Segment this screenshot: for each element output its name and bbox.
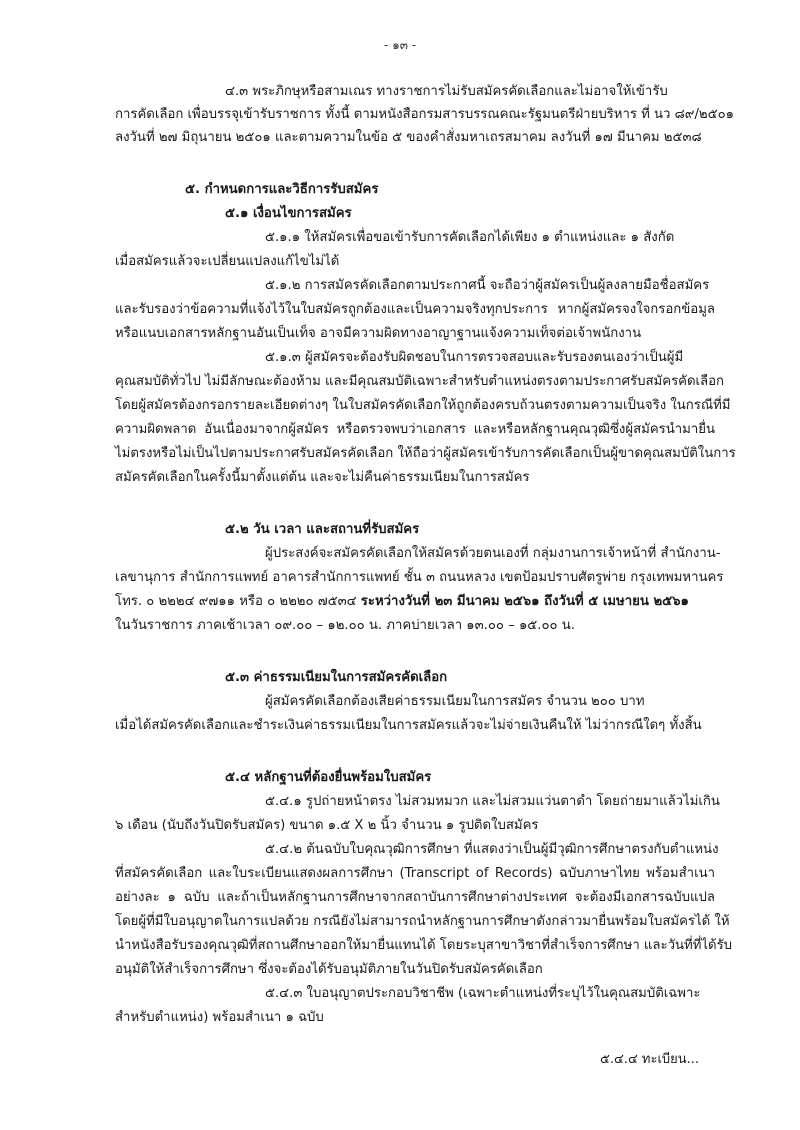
contact-phone-text: โทร. ๐ ๒๒๒๔ ๙๗๑๑ หรือ ๐ ๒๒๒๐ ๗๕๓๔ [115, 594, 361, 609]
section-5-1-3-line-2: คุณสมบัติทั่วไป ไม่มีลักษณะต้องห้าม และมีคุณสมบัติเฉพาะสำหรับตำแหน่งตรงตามประกาศรับสมัครคัดเลือก [115, 374, 725, 389]
section-5-4-1-line-2: ๖ เดือน (นับถึงวันปิดรับสมัคร) ขนาด ๑.๕ X ๒ นิ้ว จำนวน ๑ รูปติดใบสมัคร [115, 818, 539, 833]
section-5-2-line-1: ผู้ประสงค์จะสมัครคัดเลือกให้สมัครด้วยตนเองที่ กลุ่มงานการเจ้าหน้าที่ สำนักงาน- [265, 546, 721, 561]
section-5-3-line-1: ผู้สมัครคัดเลือกต้องเสียค่าธรรมเนียมในการสมัคร จำนวน ๒๐๐ บาท [265, 694, 645, 709]
section-5-2-line-3 [115, 592, 689, 614]
section-5-4-1-line-1: ๕.๔.๑ รูปถ่ายหน้าตรง ไม่สวมหมวก และไม่สวมแว่นตาดำ โดยถ่ายมาแล้วไม่เกิน [265, 794, 720, 809]
section-5-heading: ๕. กำหนดการและวิธีการรับสมัคร [185, 182, 379, 197]
section-5-1-3-line-6: สมัครคัดเลือกในครั้งนี้มาตั้งแต่ต้น และจะไม่คืนค่าธรรมเนียมในการสมัคร [115, 470, 530, 485]
continuation-marker: ๕.๔.๔ ทะเบียน... [600, 1052, 700, 1067]
section-5-1-1-line-2: เมื่อสมัครแล้วจะเปลี่ยนแปลงแก้ไขไม่ได้ [115, 254, 340, 269]
section-5-1-3-line-3: โดยผู้สมัครต้องกรอกรายละเอียดต่างๆ ในใบสมัครคัดเลือกให้ถูกต้องครบถ้วนตรงตามความเป็นจริง ในกรณีที่มี [115, 398, 731, 413]
section-5-4-2-line-5: นำหนังสือรับรองคุณวุฒิที่สถานศึกษาออกให้มายื่นแทนได้ โดยระบุสาขาวิชาที่สำเร็จการศึกษา และวันที่ที่ได้รับ [115, 938, 733, 953]
application-period-text: ระหว่างวันที่ ๒๓ มีนาคม ๒๕๖๑ ถึงวันที่ ๕ เมษายน ๒๕๖๑ [360, 594, 689, 609]
section-5-1-2-line-1: ๕.๑.๒ การสมัครคัดเลือกตามประกาศนี้ จะถือว่าผู้สมัครเป็นผู้ลงลายมือชื่อสมัคร [265, 278, 710, 293]
section-5-4-2-line-6: อนุมัติให้สำเร็จการศึกษา ซึ่งจะต้องได้รับอนุมัติภายในวันปิดรับสมัครคัดเลือก [115, 962, 543, 977]
section-4-3-line-3: ลงวันที่ ๒๗ มิถุนายน ๒๕๐๑ และตามความในข้อ ๕ ของคำสั่งมหาเถรสมาคม ลงวันที่ ๑๗ มีนาคม ๒๕๓๘ [115, 130, 702, 145]
section-5-1-3-line-4: ความผิดพลาด อันเนื่องมาจากผู้สมัคร หรือตรวจพบว่าเอกสาร และหรือหลักฐานคุณวุฒิซึ่งผู้สมัครนำมายื่น [115, 422, 715, 437]
section-5-1-1-line-1: ๕.๑.๑ ให้สมัครเพื่อขอเข้ารับการคัดเลือกได้เพียง ๑ ตำแหน่งและ ๑ สังกัด [265, 230, 675, 245]
section-5-1-3-line-1: ๕.๑.๓ ผู้สมัครจะต้องรับผิดชอบในการตรวจสอบและรับรองตนเองว่าเป็นผู้มี [265, 350, 684, 365]
section-5-2-heading: ๕.๒ วัน เวลา และสถานที่รับสมัคร [225, 522, 420, 537]
section-5-2-line-2: เลขานุการ สำนักการแพทย์ อาคารสำนักการแพทย์ ชั้น ๓ ถนนหลวง เขตป้อมปราบศัตรูพ่าย กรุงเทพมหานคร [115, 570, 724, 585]
section-5-4-2-line-1: ๕.๔.๒ ต้นฉบับใบคุณวุฒิการศึกษา ที่แสดงว่าเป็นผู้มีวุฒิการศึกษาตรงกับตำแหน่ง [265, 842, 719, 857]
section-5-3-line-2: เมื่อได้สมัครคัดเลือกและชำระเงินค่าธรรมเนียมในการสมัครแล้วจะไม่จ่ายเงินคืนให้ ไม่ว่ากรณีใดๆ ทั้งสิ้น [115, 718, 702, 733]
section-5-4-2-line-3: อย่างละ ๑ ฉบับ และถ้าเป็นหลักฐานการศึกษาจากสถาบันการศึกษาต่างประเทศ จะต้องมีเอกสารฉบับแปล [115, 890, 715, 905]
section-4-3-line-1: ๔.๓ พระภิกษุหรือสามเณร ทางราชการไม่รับสมัครคัดเลือกและไม่อาจให้เข้ารับ [225, 84, 668, 99]
section-5-3-heading: ๕.๓ ค่าธรรมเนียมในการสมัครคัดเลือก [225, 670, 448, 685]
section-5-1-3-line-5: ไม่ตรงหรือไม่เป็นไปตามประกาศรับสมัครคัดเลือก ให้ถือว่าผู้สมัครเข้ารับการคัดเลือกเป็นผู้ขาดคุณสมบัติในการ [115, 446, 736, 461]
section-4-3-line-2: การคัดเลือก เพื่อบรรจุเข้ารับราชการ ทั้งนี้ ตามหนังสือกรมสารบรรณคณะรัฐมนตรีฝ่ายบริหาร ที่ นว ๘๙/๒๕๐๑ [115, 107, 735, 122]
section-5-1-heading: ๕.๑ เงื่อนไขการสมัคร [225, 206, 352, 221]
section-5-4-heading: ๕.๔ หลักฐานที่ต้องยื่นพร้อมใบสมัคร [225, 770, 432, 785]
page-number: - ๑๓ - [383, 38, 417, 52]
section-5-2-line-4: ในวันราชการ ภาคเช้าเวลา ๐๙.๐๐ – ๑๒.๐๐ น. ภาคบ่ายเวลา ๑๓.๐๐ – ๑๕.๐๐ น. [115, 618, 575, 633]
section-5-4-2-line-2: ที่สมัครคัดเลือก และใบระเบียนแสดงผลการศึกษา (Transcript of Records) ฉบับภาษาไทย พร้อมสำเนา [115, 866, 715, 881]
section-5-4-3-line-2: สำหรับตำแหน่ง) พร้อมสำเนา ๑ ฉบับ [115, 1010, 324, 1025]
section-5-4-2-line-4: โดยผู้ที่มีใบอนุญาตในการแปลด้วย กรณียังไม่สามารถนำหลักฐานการศึกษาดังกล่าวมายื่นพร้อมใบสมัครได้ ให้ [115, 914, 730, 929]
section-5-4-3-line-1: ๕.๔.๓ ใบอนุญาตประกอบวิชาชีพ (เฉพาะตำแหน่งที่ระบุไว้ในคุณสมบัติเฉพาะ [265, 986, 701, 1001]
section-5-1-2-line-2: และรับรองว่าข้อความที่แจ้งไว้ในใบสมัครถูกต้องและเป็นความจริงทุกประการ หากผู้สมัครจงใจกรอกข้อมูล [115, 302, 715, 317]
section-5-1-2-line-3: หรือแนบเอกสารหลักฐานอันเป็นเท็จ อาจมีความผิดทางอาญาฐานแจ้งความเท็จต่อเจ้าพนักงาน [115, 326, 642, 341]
